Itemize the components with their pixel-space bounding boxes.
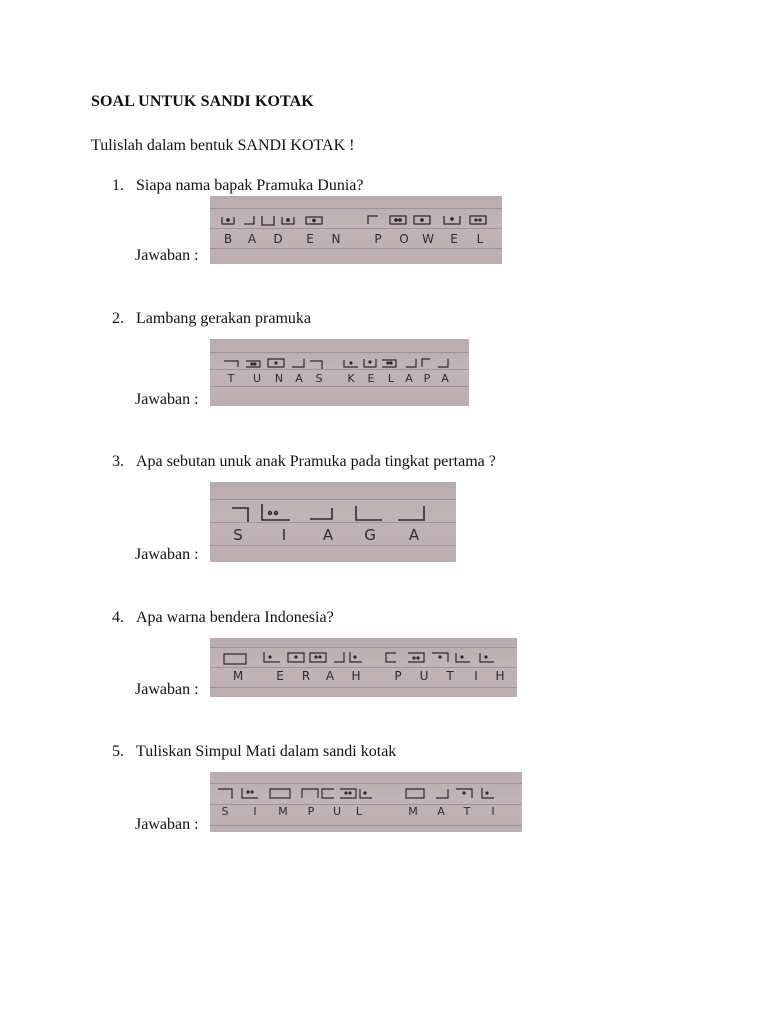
letter: I [281,526,287,544]
letter: E [450,232,458,246]
letter: A [247,232,257,246]
letter: E [306,232,314,246]
letter: T [463,805,471,818]
letter: I [491,805,495,818]
letter: R [301,669,311,683]
question-text: Siapa nama bapak Pramuka Dunia? [136,177,364,194]
letter: N [274,372,284,385]
answer-label-3: Jawaban : [135,546,199,563]
answer-label-1: Jawaban : [135,247,199,264]
letter: A [295,372,303,385]
answer-label-4: Jawaban : [135,681,199,698]
question-5 [112,743,396,761]
question-number: 5. [112,743,124,760]
answer-letters [210,526,456,544]
answer-letters [210,805,522,819]
page-title: SOAL UNTUK SANDI KOTAK [91,93,314,110]
answer-photo-1 [210,196,502,264]
letter: L [387,372,395,385]
pigpen-symbols [210,482,456,562]
letter: E [367,372,375,385]
answer-label-2: Jawaban : [135,391,199,408]
letter: L [476,232,484,246]
letter: P [394,669,402,683]
answer-letters [210,669,517,685]
letter: S [233,526,243,544]
letter: B [223,232,233,246]
letter: D [273,232,283,246]
question-number: 4. [112,609,124,626]
instruction: Tulislah dalam bentuk SANDI KOTAK ! [91,137,355,154]
letter: U [419,669,429,683]
letter: E [276,669,284,683]
answer-letters [210,372,469,386]
question-1 [112,177,363,195]
question-number: 1. [112,177,124,194]
letter: O [399,232,409,246]
letter: G [364,526,376,544]
letter: K [347,372,355,385]
pigpen-symbols [210,196,502,264]
answer-photo-5 [210,772,522,832]
letter: M [232,669,244,683]
answer-label-5: Jawaban : [135,816,199,833]
letter: A [325,669,335,683]
answer-photo-2 [210,339,469,406]
letter: M [278,805,288,818]
letter: A [322,526,334,544]
letter: U [332,805,342,818]
letter: P [423,372,431,385]
question-2 [112,310,311,328]
question-4 [112,609,334,627]
letter: N [331,232,341,246]
pigpen-symbols [210,638,517,697]
letter: H [351,669,361,683]
letter: L [355,805,363,818]
question-number: 3. [112,453,124,470]
question-3 [112,453,496,471]
letter: T [227,372,235,385]
answer-photo-3 [210,482,456,562]
letter: S [315,372,323,385]
letter: I [474,669,478,683]
letter: P [307,805,315,818]
question-text: Lambang gerakan pramuka [136,310,312,327]
pigpen-symbols [210,772,522,832]
answer-photo-4 [210,638,517,697]
letter: A [405,372,413,385]
answer-letters [210,232,502,248]
letter: A [437,805,445,818]
letter: S [221,805,229,818]
question-text: Apa warna bendera Indonesia? [136,609,334,626]
letter: I [253,805,257,818]
letter: T [446,669,454,683]
question-text: Apa sebutan unuk anak Pramuka pada tingkat pertama ? [136,453,496,470]
question-number: 2. [112,310,124,327]
letter: U [252,372,262,385]
question-text: Tuliskan Simpul Mati dalam sandi kotak [136,743,397,760]
letter: M [408,805,418,818]
letter: H [495,669,505,683]
letter: P [374,232,382,246]
letter: A [408,526,420,544]
letter: A [441,372,449,385]
letter: W [422,232,434,246]
